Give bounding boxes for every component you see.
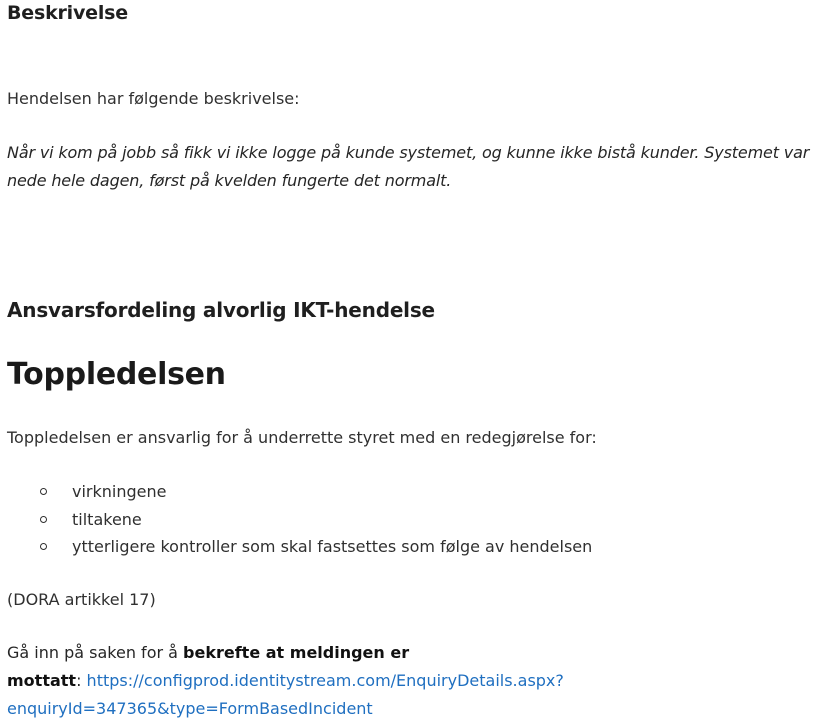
management-responsibility-text: Toppledelsen er ansvarlig for å underrette styret med en redegjørelse for: (7, 428, 597, 447)
enquiry-link-line-2[interactable]: enquiryId=347365&type=FormBasedIncident (7, 699, 373, 718)
circle-bullet-icon (40, 543, 47, 550)
incident-description (7, 139, 829, 195)
circle-bullet-icon (40, 488, 47, 495)
responsibility-heading: Ansvarsfordeling alvorlig IKT-hendelse (7, 298, 435, 322)
enquiry-link[interactable] (7, 671, 607, 723)
incident-description-line-2: nede hele dagen, først på kvelden fungerte det normalt. (7, 171, 452, 190)
confirm-instruction-prefix: Gå inn på saken for å (7, 643, 184, 662)
list-item-label: ytterligere kontroller som skal fastsettes som følge av hendelsen (72, 537, 593, 556)
confirm-instruction (7, 639, 607, 723)
confirm-colon: : (76, 671, 87, 690)
description-intro: Hendelsen har følgende beskrivelse: (7, 89, 300, 108)
regulation-reference: (DORA artikkel 17) (7, 590, 156, 609)
list-item-label: tiltakene (72, 509, 142, 529)
confirm-emphasis-2: mottatt (7, 671, 77, 690)
confirm-emphasis-1: bekrefte at meldingen er (183, 643, 410, 662)
circle-bullet-icon (40, 516, 47, 523)
enquiry-link-line-1[interactable]: https://configprod.identitystream.com/EnquiryDetails.aspx? (86, 671, 564, 690)
management-heading: Toppledelsen (7, 357, 226, 392)
description-heading: Beskrivelse (7, 2, 128, 24)
incident-description-line-1: Når vi kom på jobb så fikk vi ikke logge på kunde systemet, og kunne ikke bistå kunder. Systemet var (7, 143, 810, 162)
list-item-label: virkningene (72, 482, 167, 501)
